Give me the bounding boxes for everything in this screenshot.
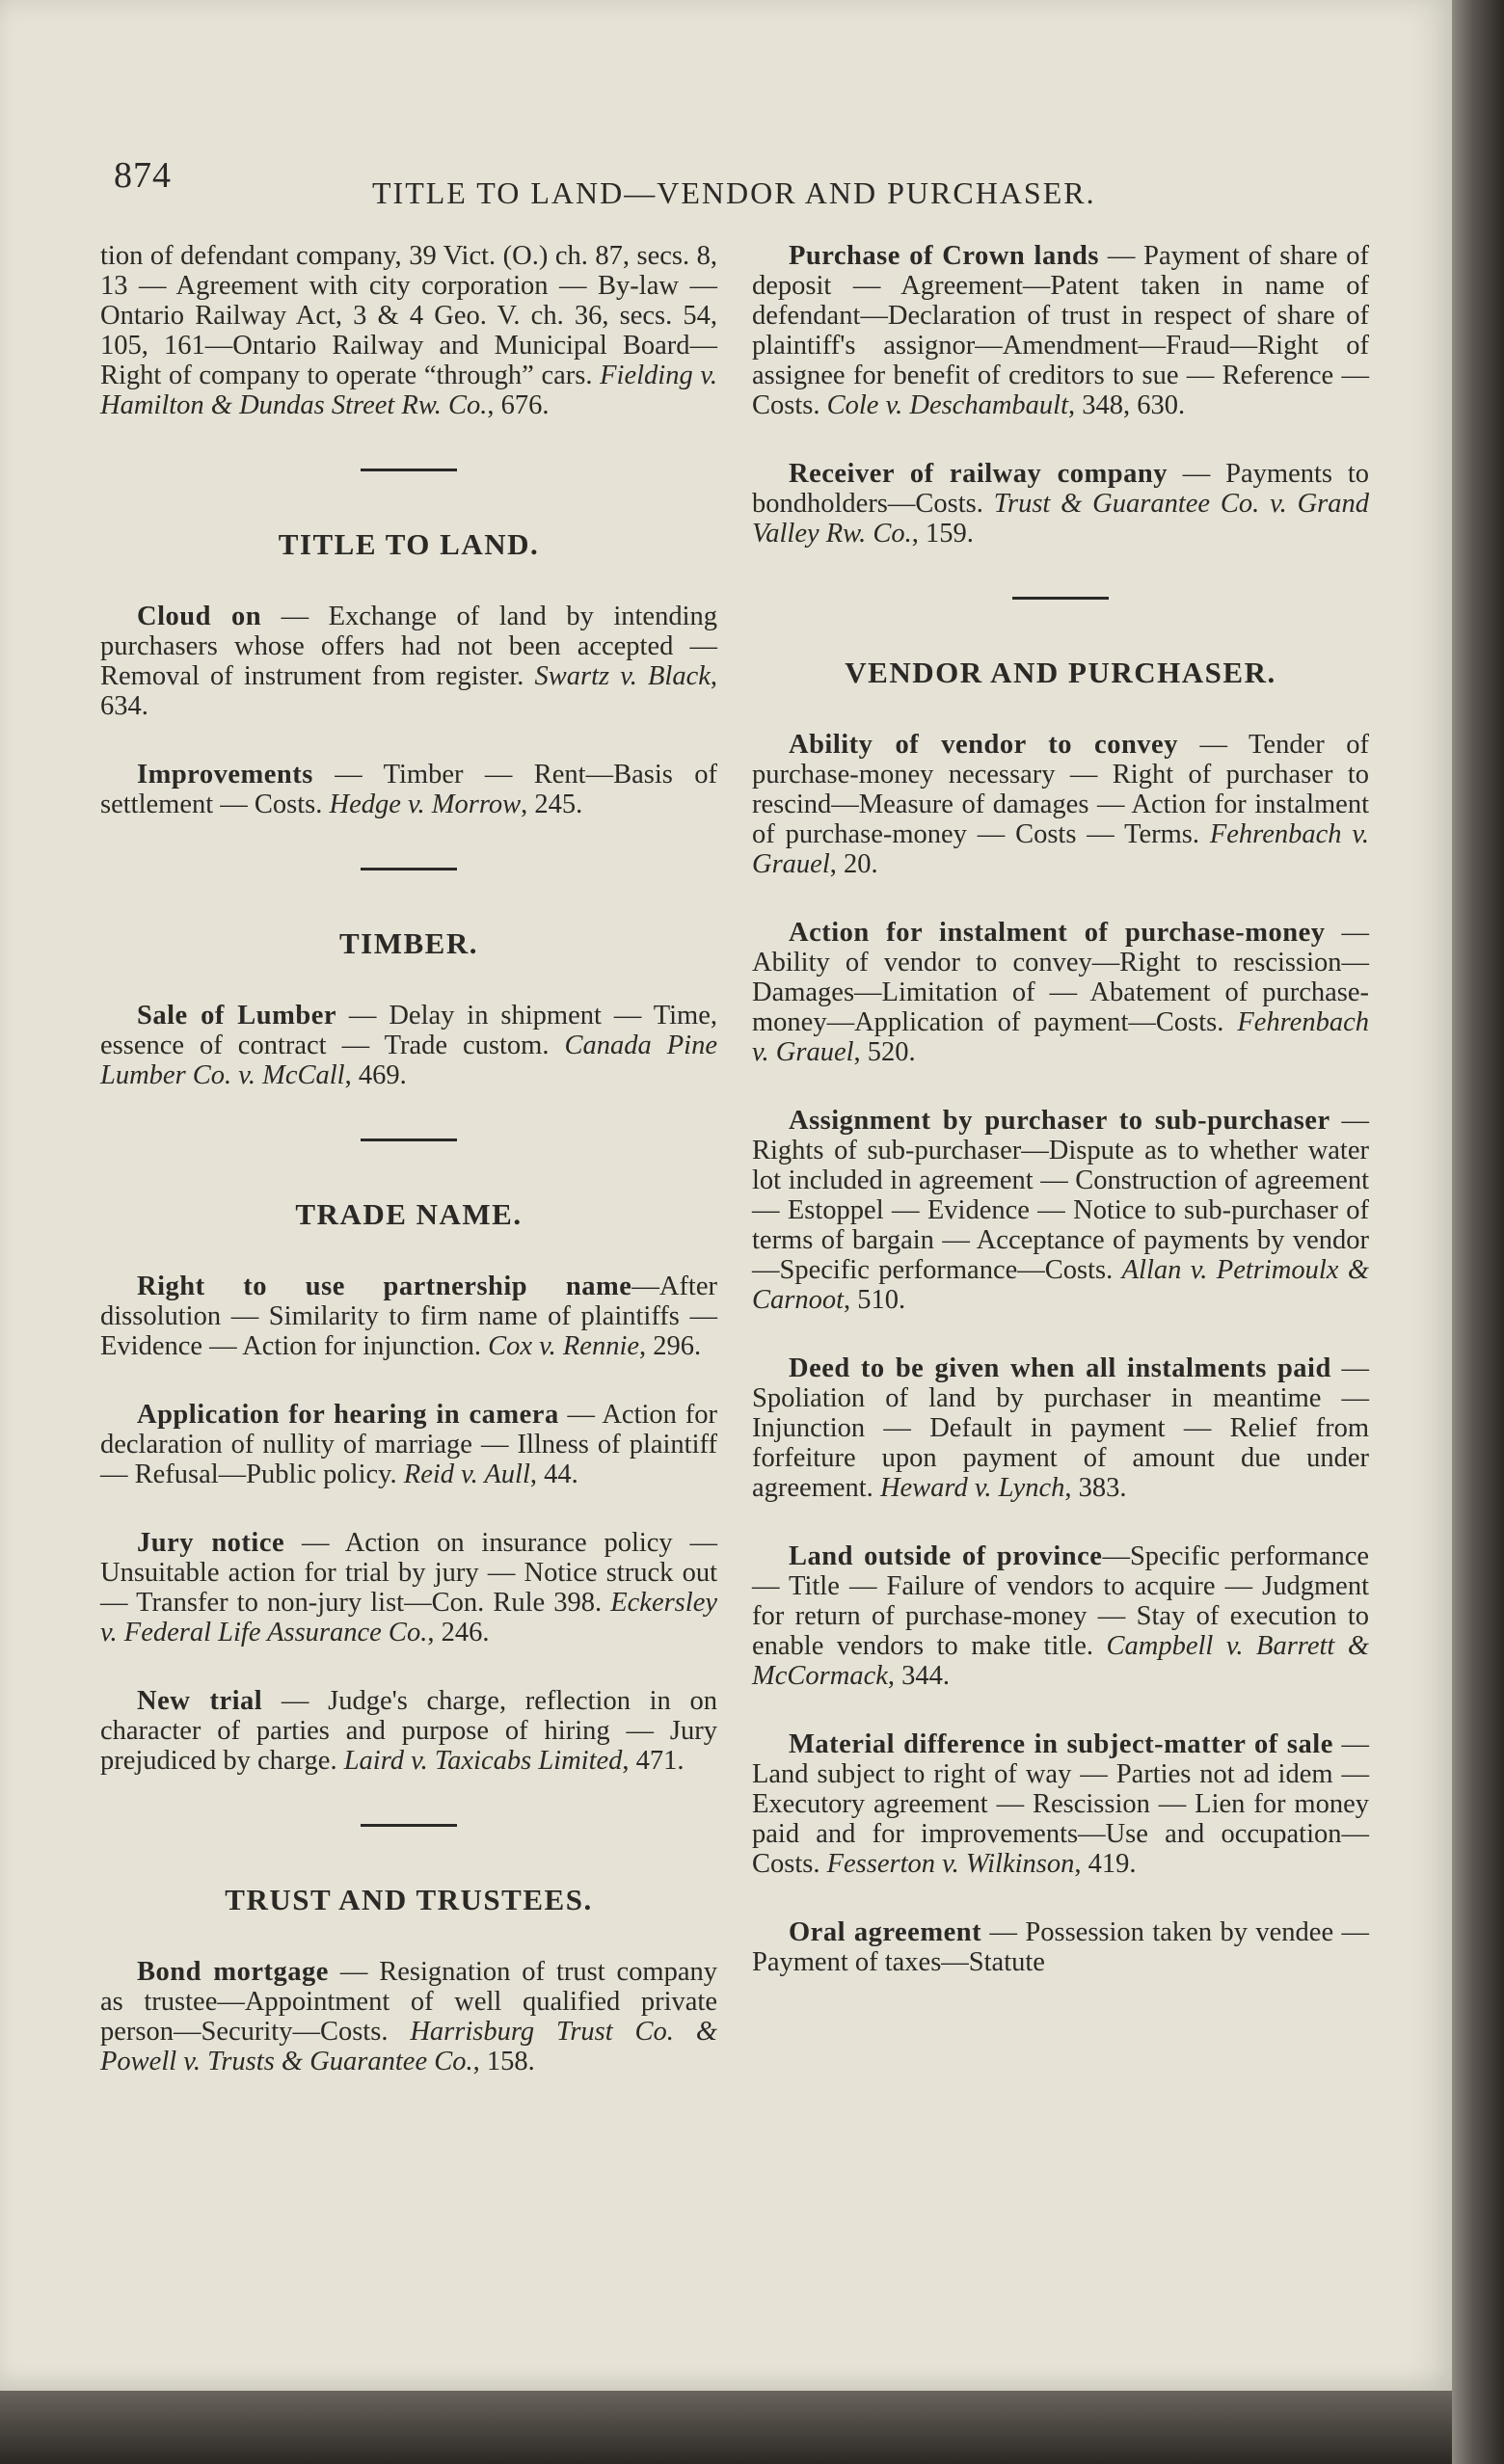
page-ref: , 520. [853, 1037, 916, 1067]
page-ref: , 20. [829, 849, 878, 879]
index-entry-continued [100, 241, 717, 420]
entry-text: — Tender of purchase-money necessary — Right of purchaser to rescind—Measure of damages — Action for instalment of purchase-money — Costs — Terms. [752, 730, 1370, 849]
entry-text: — Judge's charge, reflection in on character of parties and purpose of hiring — Jury prejudiced by charge. [100, 1686, 717, 1776]
page-ref: , 44. [529, 1460, 578, 1489]
index-entry-action-for-instalment [752, 918, 1369, 1067]
index-entry-assignment [752, 1106, 1369, 1315]
case-name: Reid v. Aull [403, 1460, 530, 1489]
entry-keyword: Assignment by purchaser to sub-purchaser [789, 1106, 1330, 1136]
section-heading-timber: TIMBER. [339, 926, 478, 960]
entry-keyword: Application for hearing in camera [137, 1400, 559, 1430]
entry-keyword: Bond mortgage [137, 1957, 329, 1987]
case-name: Canada Pine Lumber Co. v. McCall [100, 1031, 717, 1090]
running-title: TITLE TO LAND—VENDOR AND PURCHASER. [372, 175, 1096, 210]
page-ref: , 419. [1074, 1849, 1137, 1879]
entry-keyword: Cloud on [137, 602, 262, 631]
entry-text: — Ability of vendor to convey—Right to rescission—Damages—Limitation of — Abatement of purchase-money—Application of payment—Costs. [752, 918, 1369, 1037]
case-name: Fehrenbach v. Grauel [752, 1007, 1369, 1067]
page-ref: , 676. [487, 390, 550, 420]
entry-text: — Rights of sub-purchaser—Dispute as to whether water lot included in agreement — Construction of agreement — Estoppel — Evidence — Notice to sub-purchaser of terms of bargain — Acceptance of payments by vendor —Specific performance—Costs. [752, 1106, 1370, 1285]
index-entry-ability-of-vendor [752, 730, 1369, 879]
section-divider [361, 469, 457, 471]
page-ref: , 634. [100, 661, 717, 721]
case-name: Trust & Guarantee Co. v. Grand Valley Rw. Co. [752, 489, 1369, 549]
index-entry-material-difference [752, 1729, 1369, 1879]
index-entry-crown-lands [752, 241, 1369, 420]
index-entry-land-outside-province [752, 1541, 1369, 1691]
page-ref: , 296. [639, 1331, 702, 1361]
index-entry-partnership-name [100, 1272, 717, 1361]
section-heading-trust-and-trustees: TRUST AND TRUSTEES. [225, 1883, 593, 1916]
entry-text: — Possession taken by vendee — Payment of taxes—Statute [752, 1917, 1370, 1977]
case-name: Eckersley v. Federal Life Assurance Co. [100, 1588, 717, 1647]
section-heading-vendor-and-purchaser: VENDOR AND PURCHASER. [845, 656, 1276, 689]
entry-text: tion of defendant company, 39 Vict. (O.) ch. 87, secs. 8, 13 — Agreement with city corporation — By-law — Ontario Railway Act, 3 & 4 Geo. V. ch. 36, secs. 54, 105, 161—Ontario Railway and Municipal Board—Right of company to operate “through” cars. [100, 241, 717, 390]
left-column [100, 241, 717, 2115]
entry-keyword: Improvements [137, 760, 313, 790]
index-entry-deed [752, 1353, 1369, 1503]
case-name: Cox v. Rennie [488, 1331, 640, 1361]
page-ref: , 159. [911, 519, 974, 549]
case-name: Laird v. Taxicabs Limited [343, 1746, 623, 1776]
case-name: Allan v. Petrimoulx & Carnoot [752, 1255, 1369, 1315]
index-entry-new-trial [100, 1686, 717, 1776]
index-entry-receiver-railway [752, 459, 1369, 549]
index-entry-cloud-on [100, 602, 717, 721]
index-entry-jury-notice [100, 1528, 717, 1647]
entry-keyword: Oral agreement [789, 1917, 982, 1947]
case-name: Harrisburg Trust Co. & Powell v. Trusts & Guarantee Co. [100, 2017, 717, 2076]
entry-text: — Land subject to right of way — Parties not ad idem — Executory agreement — Rescission — Lien for money paid and for improvements—Use and occupation—Costs. [752, 1729, 1369, 1879]
index-entry-bond-mortgage [100, 1957, 717, 2076]
entry-keyword: New trial [137, 1686, 263, 1716]
entry-text: — Payment of share of deposit — Agreement—Patent taken in name of defendant—Declaration of trust in respect of share of plaintiff's assignor—Amendment—Fraud—Right of assignee for benefit of creditors to sue — Reference —Costs. [752, 241, 1369, 420]
entry-text: — Action on insurance policy — Unsuitable action for trial by jury — Notice struck out — Transfer to non-jury list—Con. Rule 398. [100, 1528, 717, 1618]
case-name: Heward v. Lynch [879, 1473, 1065, 1503]
section-divider [1012, 597, 1109, 600]
right-column [752, 241, 1369, 2016]
case-name: Fesserton v. Wilkinson [826, 1849, 1075, 1879]
book-bottom-edge [0, 2391, 1452, 2464]
page-ref: , 510. [844, 1285, 906, 1315]
book-edge [1452, 0, 1504, 2464]
section-divider [361, 868, 457, 870]
entry-text: — Action for declaration of nullity of marriage — Illness of plaintiff — Refusal—Public policy. [100, 1400, 717, 1489]
section-heading-title-to-land: TITLE TO LAND. [278, 527, 540, 561]
index-entry-improvements [100, 760, 717, 819]
entry-keyword: Ability of vendor to convey [789, 730, 1178, 760]
page-ref: , 158. [472, 2047, 535, 2076]
entry-keyword: Material difference in subject-matter of sale [789, 1729, 1333, 1759]
index-entry-hearing-in-camera [100, 1400, 717, 1489]
entry-keyword: Purchase of Crown lands [789, 241, 1099, 271]
entry-text: —After dissolution — Similarity to firm name of plaintiffs — Evidence — Action for injunction. [100, 1272, 717, 1361]
entry-keyword: Right to use partnership name [137, 1272, 632, 1301]
entry-keyword: Receiver of railway company [789, 459, 1168, 489]
entry-text: — Spoliation of land by purchaser in meantime — Injunction — Default in payment — Relief from forfeiture upon payment of amount due under agreement. [752, 1353, 1369, 1503]
case-name: Swartz v. Black [534, 661, 711, 691]
page-ref: , 246. [427, 1618, 490, 1647]
entry-keyword: Jury notice [137, 1528, 285, 1558]
case-name: Hedge v. Morrow [329, 790, 522, 819]
page-ref: , 383. [1064, 1473, 1127, 1503]
page-ref: , 245. [521, 790, 583, 819]
page-ref: , 348, 630. [1068, 390, 1186, 420]
entry-text: — Delay in shipment — Time, essence of contract — Trade custom. [100, 1001, 717, 1060]
entry-keyword: Action for instalment of purchase-money [789, 918, 1326, 948]
case-name: Campbell v. Barrett & McCormack [752, 1631, 1369, 1691]
page-ref: , 469. [344, 1060, 407, 1090]
entry-text: — Resignation of trust company as trustee—Appointment of well qualified private person—Security—Costs. [100, 1957, 717, 2047]
section-divider [361, 1138, 457, 1141]
page-ref: , 344. [887, 1661, 950, 1691]
index-entry-oral-agreement [752, 1917, 1369, 1977]
entry-text: — Exchange of land by intending purchasers whose offers had not been accepted — Removal of instrument from register. [100, 602, 717, 691]
case-name: Fielding v. Hamilton & Dundas Street Rw. Co. [100, 361, 717, 420]
entry-keyword: Land outside of province [789, 1541, 1103, 1571]
case-name: Fehrenbach v. Grauel [752, 819, 1369, 879]
page-number: 874 [114, 155, 172, 196]
entry-text: — Payments to bondholders—Costs. [752, 459, 1370, 519]
page-header [114, 154, 1415, 212]
entry-keyword: Sale of Lumber [137, 1001, 336, 1031]
entry-keyword: Deed to be given when all instalments paid [789, 1353, 1331, 1383]
section-divider [361, 1824, 457, 1827]
entry-text: — Timber — Rent—Basis of settlement — Costs. [100, 760, 717, 819]
index-entry-sale-of-lumber [100, 1001, 717, 1090]
case-name: Cole v. Deschambault [826, 390, 1069, 420]
section-heading-trade-name: TRADE NAME. [295, 1197, 523, 1231]
entry-text: —Specific performance — Title — Failure of vendors to acquire — Judgment for return of purchase-money — Stay of execution to enable vendors to make title. [752, 1541, 1369, 1661]
page-ref: , 471. [622, 1746, 685, 1776]
